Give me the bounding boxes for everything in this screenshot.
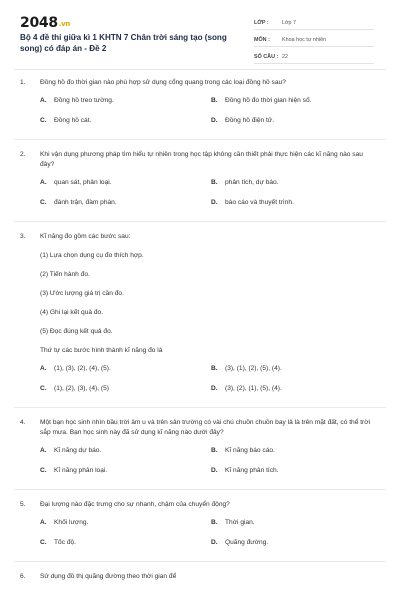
option-text: Khối lượng.: [54, 519, 89, 526]
question-text: Đại lượng nào đặc trưng cho sự nhanh, chậm của chuyển động?: [40, 501, 230, 508]
answer-options: [40, 178, 378, 218]
answer-option[interactable]: [40, 178, 211, 198]
meta-row-count: [254, 50, 374, 64]
question-subline: (5) Đọc đúng kết quả đo.: [40, 328, 113, 335]
answer-option[interactable]: [40, 116, 211, 136]
question-stem: [20, 418, 378, 438]
answer-option[interactable]: [40, 538, 211, 558]
answer-options: [40, 518, 378, 558]
answer-option[interactable]: [40, 198, 211, 218]
option-letter: B.: [211, 447, 218, 454]
option-text: (3), (2), (1), (5), (4).: [225, 385, 282, 392]
option-text: (1), (3), (2), (4), (5).: [54, 365, 111, 372]
document-header: [0, 0, 400, 66]
question-item: [0, 150, 400, 218]
question-separator: [14, 561, 386, 562]
option-text: Đồng hồ điện tử.: [225, 117, 275, 124]
question-stem: [20, 150, 378, 170]
question-stem: [20, 232, 378, 242]
option-text: phân tích, dự báo.: [225, 179, 279, 186]
question-separator: [14, 407, 386, 408]
question-subline: Thứ tự các bước hình thành kĩ năng đo là: [40, 347, 163, 354]
answer-option[interactable]: [211, 198, 382, 218]
question-text: Sử dụng đồ thị quãng đường theo thời gian để: [40, 573, 177, 580]
question-separator: [14, 489, 386, 490]
option-text: Kĩ năng phân tích.: [225, 467, 279, 474]
option-text: Kĩ năng phân loại.: [54, 467, 108, 474]
option-text: Thời gian.: [225, 519, 255, 526]
option-text: báo cáo và thuyết trình.: [225, 199, 294, 206]
option-letter: C.: [40, 117, 47, 124]
option-letter: A.: [40, 519, 47, 526]
option-letter: A.: [40, 97, 47, 104]
option-letter: B.: [211, 179, 218, 186]
answer-option[interactable]: [211, 384, 382, 404]
meta-label: LỚP :: [254, 19, 269, 26]
meta-row-class: [254, 16, 374, 30]
question-item: [0, 78, 400, 136]
option-letter: B.: [211, 519, 218, 526]
question-number: 4.: [20, 419, 26, 426]
option-letter: B.: [211, 365, 218, 372]
question-text: Một bạn học sinh nhìn bầu trời âm u và trên sân trường có vài chú chuồn chuồn bay lả là trên mặt đất, có thể trời sắp mưa. Bạn học sinh này đã sử dụng kĩ năng nào dưới đây?: [40, 419, 371, 436]
document-title: Bộ 4 đề thi giữa kì 1 KHTN 7 Chân trời sáng tạo (song song) có đáp án - Đề 2: [20, 33, 227, 53]
logo-number: 2048: [20, 15, 58, 31]
answer-option[interactable]: [211, 178, 382, 198]
question-subline: (4) Ghi lại kết quả đo.: [40, 309, 104, 316]
question-text: Khi vận dụng phương pháp tìm hiểu tự nhiên trong học tập không cần thiết phải thực hiện các kĩ năng nào sau đây?: [40, 151, 363, 168]
header-divider: [14, 69, 386, 70]
option-letter: A.: [40, 179, 47, 186]
answer-option[interactable]: [211, 446, 382, 466]
question-subline: (1) Lựa chọn dụng cụ đo thích hợp.: [40, 252, 144, 259]
answer-option[interactable]: [40, 518, 211, 538]
question-number: 2.: [20, 151, 26, 158]
answer-options: [40, 446, 378, 486]
option-letter: B.: [211, 97, 218, 104]
option-text: Đồng hồ đo thời gian hiện số.: [225, 97, 312, 104]
option-text: Kĩ năng dự báo.: [54, 447, 102, 454]
option-letter: D.: [211, 117, 218, 124]
question-text: Kĩ năng đo gồm các bước sau:: [40, 233, 131, 240]
meta-label: SỐ CÂU :: [254, 53, 279, 60]
option-text: (3), (1), (2), (5), (4).: [225, 365, 282, 372]
document-meta: [254, 16, 374, 64]
answer-option[interactable]: [40, 466, 211, 486]
question-text: Đồng hồ đo thời gian nào phù hợp sử dụng cổng quang trong các loại đồng hồ sau?: [40, 79, 286, 86]
option-letter: D.: [211, 199, 218, 206]
question-item: [0, 572, 400, 582]
option-text: đánh trận, đàm phán.: [54, 199, 117, 206]
answer-option[interactable]: [40, 96, 211, 116]
option-letter: C.: [40, 539, 47, 546]
answer-option[interactable]: [40, 384, 211, 404]
answer-option[interactable]: [211, 466, 382, 486]
answer-option[interactable]: [211, 96, 382, 116]
option-text: quan sát, phân loại.: [54, 179, 112, 186]
question-number: 1.: [20, 79, 26, 86]
answer-option[interactable]: [40, 446, 211, 466]
option-letter: D.: [211, 385, 218, 392]
question-number: 5.: [20, 501, 26, 508]
option-letter: A.: [40, 365, 47, 372]
question-item: [0, 232, 400, 404]
option-letter: C.: [40, 467, 47, 474]
option-letter: C.: [40, 385, 47, 392]
option-letter: A.: [40, 447, 47, 454]
answer-option[interactable]: [211, 538, 382, 558]
answer-options: [40, 96, 378, 136]
option-letter: D.: [211, 539, 218, 546]
answer-option[interactable]: [211, 116, 382, 136]
question-stem: [20, 500, 378, 510]
option-letter: D.: [211, 467, 218, 474]
answer-option[interactable]: [211, 364, 382, 384]
question-separator: [14, 139, 386, 140]
meta-value: Lớp 7: [282, 19, 297, 26]
question-subline: (2) Tiến hành đo.: [40, 271, 90, 278]
option-text: Quãng đường.: [225, 539, 269, 546]
question-list: [0, 78, 400, 600]
meta-label: MÔN :: [254, 36, 270, 43]
meta-row-subject: [254, 33, 374, 47]
question-subline: (3) Ước lượng giá trị cần đo.: [40, 290, 124, 297]
question-item: [0, 418, 400, 486]
answer-option[interactable]: [211, 518, 382, 538]
question-number: 3.: [20, 233, 26, 240]
option-text: Đồng hồ treo tường.: [54, 97, 114, 104]
meta-value: 22: [282, 53, 288, 60]
answer-option[interactable]: [40, 364, 211, 384]
answer-options: [40, 364, 378, 404]
meta-value: Khoa học tự nhiên: [282, 36, 327, 43]
question-separator: [14, 221, 386, 222]
option-text: Đồng hồ cát.: [54, 117, 92, 124]
question-number: 6.: [20, 573, 26, 580]
option-letter: C.: [40, 199, 47, 206]
logo-tld: .vn: [58, 20, 71, 28]
question-item: [0, 500, 400, 558]
question-stem: [20, 572, 378, 582]
question-stem: [20, 78, 378, 88]
option-text: Tốc độ.: [54, 539, 76, 546]
option-text: (1), (2), (3), (4), (5): [54, 385, 109, 392]
site-logo[interactable]: [20, 15, 70, 31]
option-text: Kĩ năng báo cáo.: [225, 447, 275, 454]
